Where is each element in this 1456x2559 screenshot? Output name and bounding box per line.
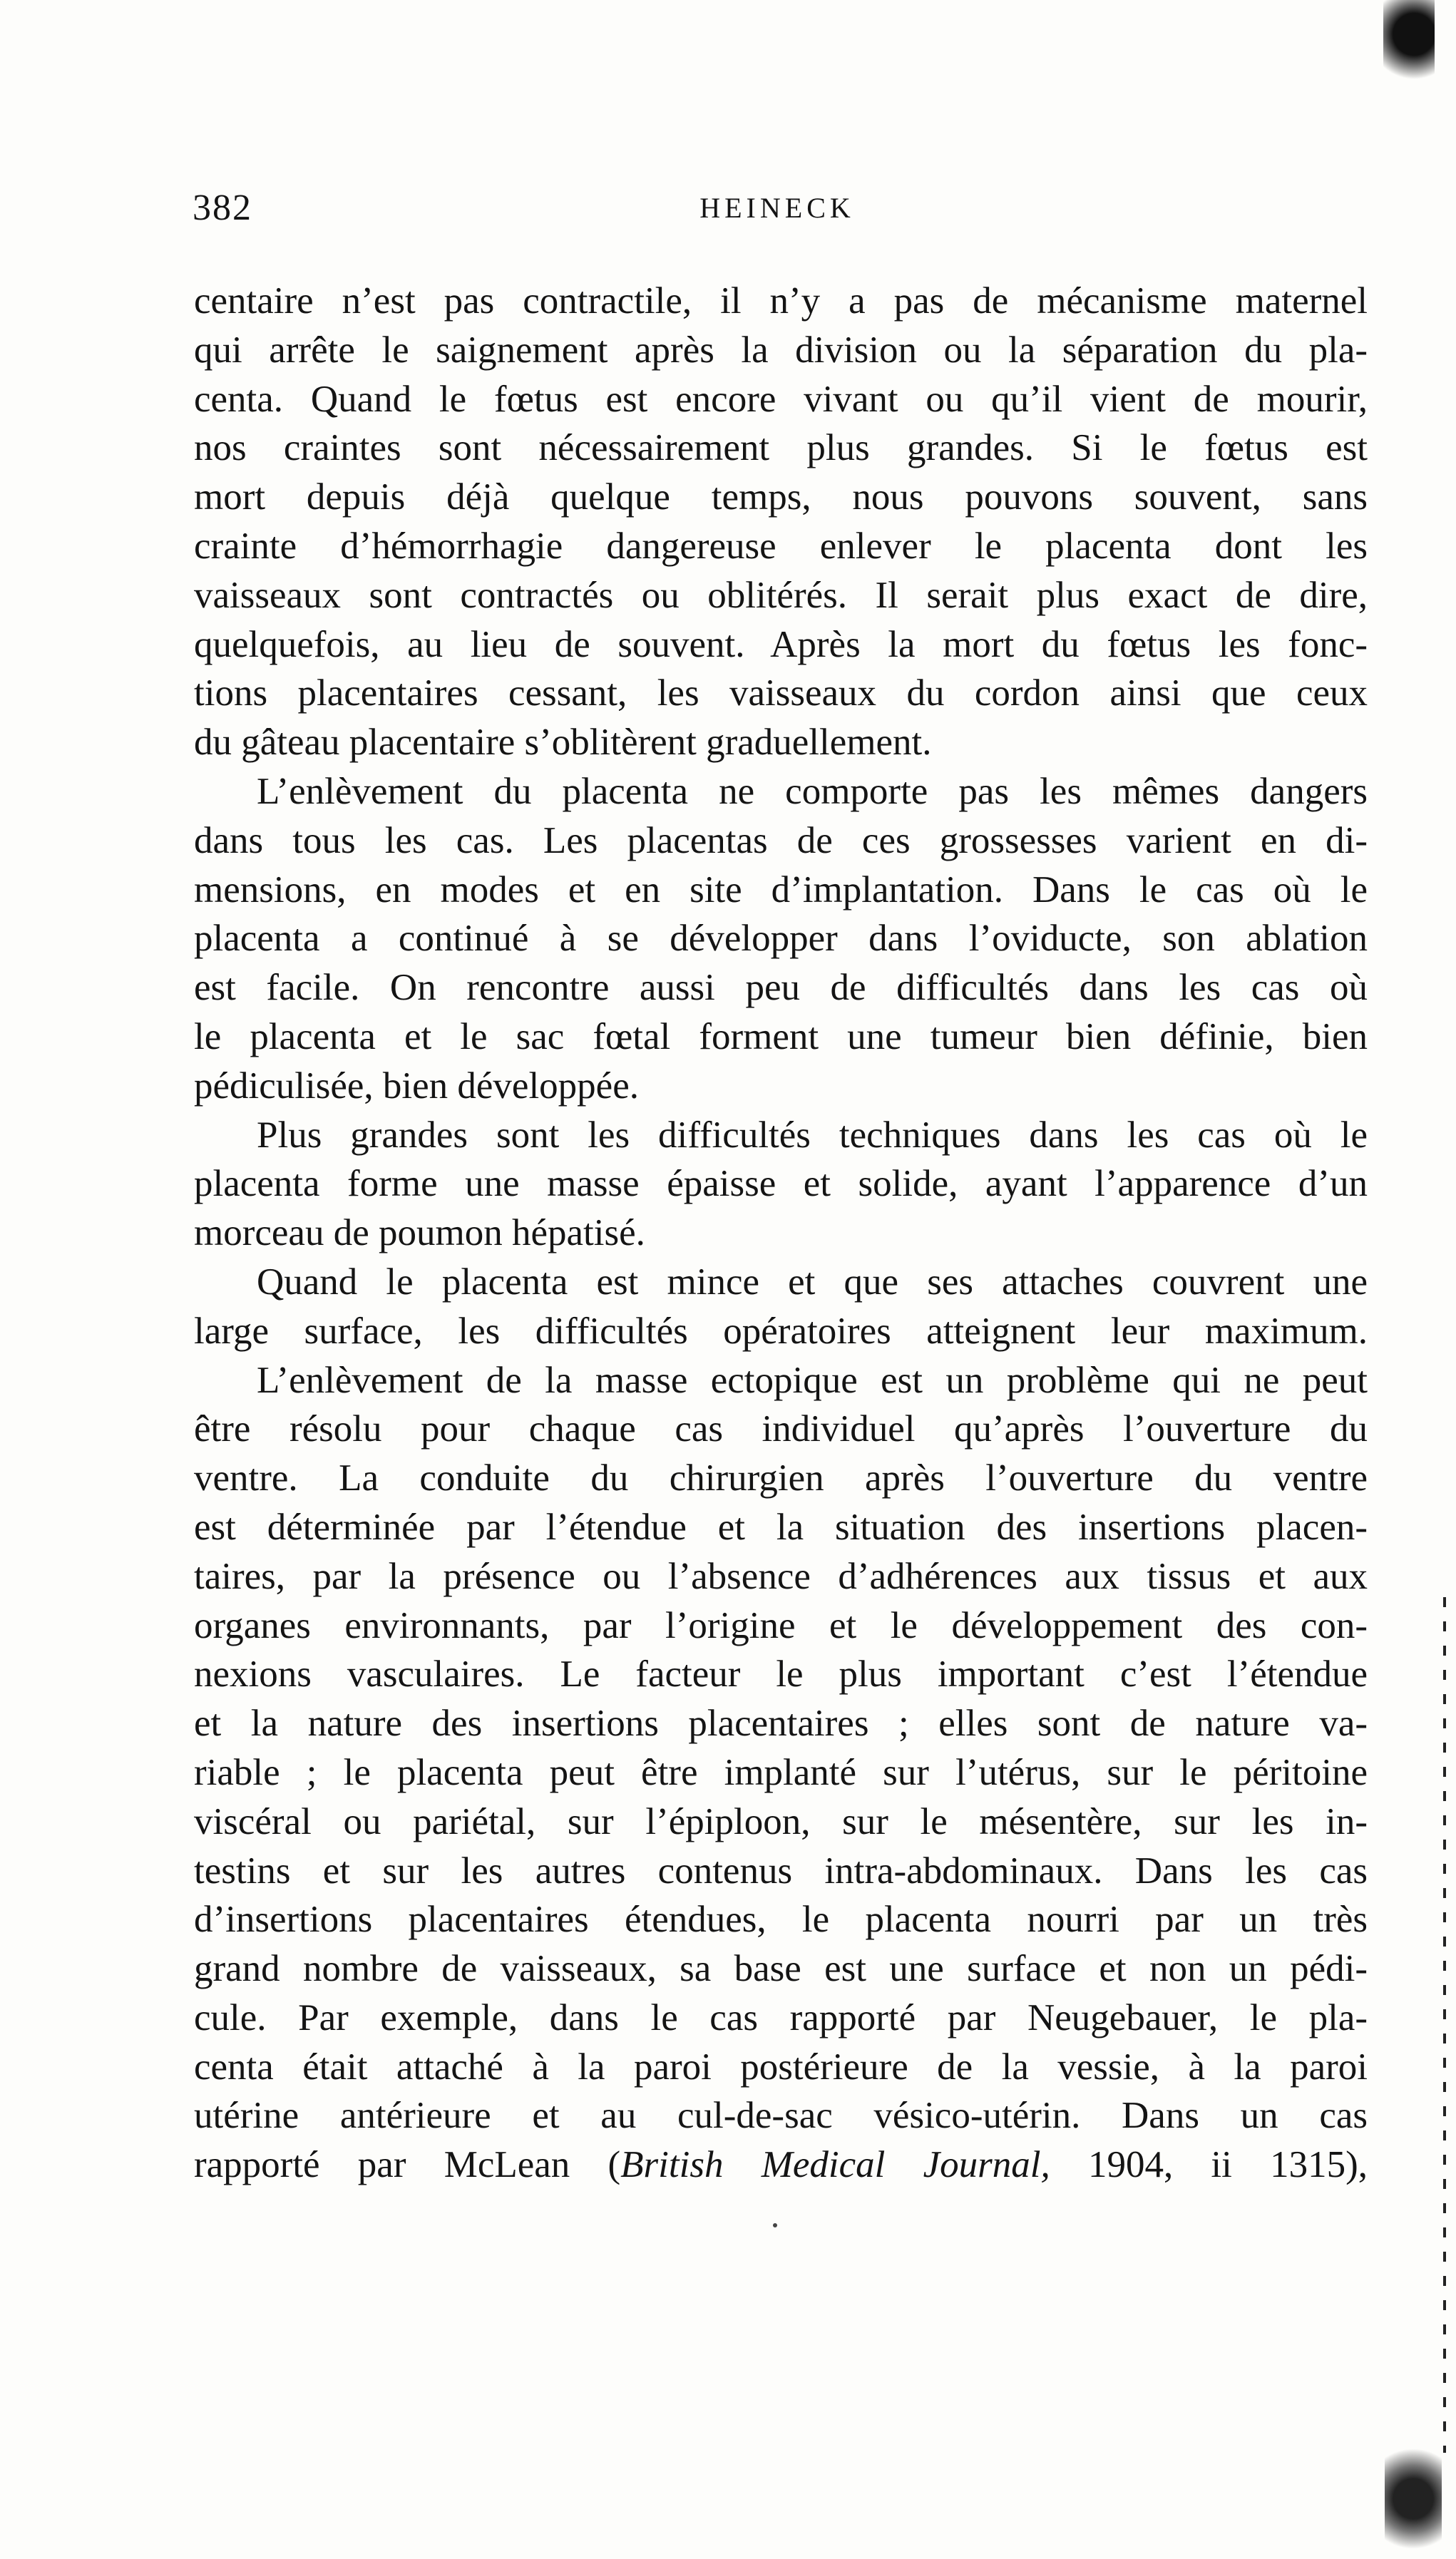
text-line: est déterminée par l’étendue et la situation des insertions placen-: [194, 1506, 1368, 1548]
text-line: et la nature des insertions placentaires ; elles sont de nature va-: [194, 1703, 1368, 1745]
text-line: testins et sur les autres contenus intra-abdominaux. Dans les cas: [194, 1850, 1368, 1892]
text-line: dans tous les cas. Les placentas de ces grossesses varient en di-: [194, 819, 1368, 861]
text-line: grand nombre de vaisseaux, sa base est une surface et non un pédi-: [194, 1948, 1368, 1990]
text-line: mort depuis déjà quelque temps, nous pouvons souvent, sans: [194, 476, 1368, 518]
text-line: centa était attaché à la paroi postérieure de la vessie, à la paroi: [194, 2046, 1368, 2088]
body-text: [194, 277, 1368, 2190]
text-line: large surface, les difficultés opératoires atteignent leur maximum.: [194, 1310, 1368, 1352]
text-line: placenta forme une masse épaisse et solide, ayant l’apparence d’un: [194, 1163, 1368, 1205]
text-line: nos craintes sont nécessairement plus grandes. Si le fœtus est: [194, 427, 1368, 469]
text-line-last: [194, 2140, 1368, 2190]
scan-edge-mark-top: [1383, 0, 1435, 86]
running-head: HEINECK: [699, 192, 855, 224]
text-fragment: 1904, ii 1315),: [1050, 2144, 1368, 2186]
page-header: [193, 187, 1362, 237]
text-line: est facile. On rencontre aussi peu de difficultés dans les cas où: [194, 967, 1368, 1009]
text-line: d’insertions placentaires étendues, le placenta nourri par un très: [194, 1899, 1368, 1941]
scan-edge-line: [1443, 1597, 1446, 2453]
text-line: le placenta et le sac fœtal forment une tumeur bien définie, bien: [194, 1015, 1368, 1057]
text-line: centaire n’est pas contractile, il n’y a pas de mécanisme maternel: [194, 280, 1368, 322]
page-number: 382: [193, 188, 252, 228]
text-line: centa. Quand le fœtus est encore vivant ou qu’il vient de mourir,: [194, 378, 1368, 420]
text-line: utérine antérieure et au cul-de-sac vésico-utérin. Dans un cas: [194, 2095, 1368, 2137]
text-line: riable ; le placenta peut être implanté sur l’utérus, sur le péritoine: [194, 1751, 1368, 1793]
text-line: L’enlèvement de la masse ectopique est un problème qui ne peut: [257, 1359, 1368, 1401]
text-line: cule. Par exemple, dans le cas rapporté par Neugebauer, le pla-: [194, 1996, 1368, 2039]
text-line: viscéral ou pariétal, sur l’épiploon, sur le mésentère, sur les in-: [194, 1800, 1368, 1842]
text-line: L’enlèvement du placenta ne comporte pas les mêmes dangers: [257, 770, 1368, 812]
text-line: pédiculisée, bien développée.: [194, 1065, 639, 1107]
text-line: Plus grandes sont les difficultés techniques dans les cas où le: [257, 1114, 1368, 1156]
scan-edge-mark-bottom: [1385, 2439, 1442, 2559]
text-line: du gâteau placentaire s’oblitèrent graduellement.: [194, 722, 932, 764]
text-line: vaisseaux sont contractés ou oblitérés. Il serait plus exact de dire,: [194, 574, 1368, 616]
text-line: placenta a continué à se développer dans l’oviducte, son ablation: [194, 918, 1368, 960]
text-line: Quand le placenta est mince et que ses attaches couvrent une: [257, 1261, 1368, 1303]
text-line: taires, par la présence ou l’absence d’adhérences aux tissus et aux: [194, 1555, 1368, 1597]
text-line: crainte d’hémorrhagie dangereuse enlever le placenta dont les: [194, 525, 1368, 567]
text-line: nexions vasculaires. Le facteur le plus important c’est l’étendue: [194, 1653, 1368, 1696]
text-line: mensions, en modes et en site d’implantation. Dans le cas où le: [194, 868, 1368, 911]
text-line: ventre. La conduite du chirurgien après l’ouverture du ventre: [194, 1457, 1368, 1499]
text-line: être résolu pour chaque cas individuel qu’après l’ouverture du: [194, 1408, 1368, 1450]
text-line: quelquefois, au lieu de souvent. Après la mort du fœtus les fonc-: [194, 623, 1368, 665]
text-line: morceau de poumon hépatisé.: [194, 1212, 645, 1254]
page-dot: [773, 2223, 777, 2227]
text-line: organes environnants, par l’origine et le développement des con-: [194, 1604, 1368, 1646]
journal-title: British Medical Journal,: [620, 2144, 1050, 2186]
text-line: qui arrête le saignement après la division ou la séparation du pla-: [194, 329, 1368, 371]
text-fragment: rapporté par McLean (: [194, 2144, 621, 2186]
text-line: tions placentaires cessant, les vaisseaux du cordon ainsi que ceux: [194, 672, 1368, 714]
